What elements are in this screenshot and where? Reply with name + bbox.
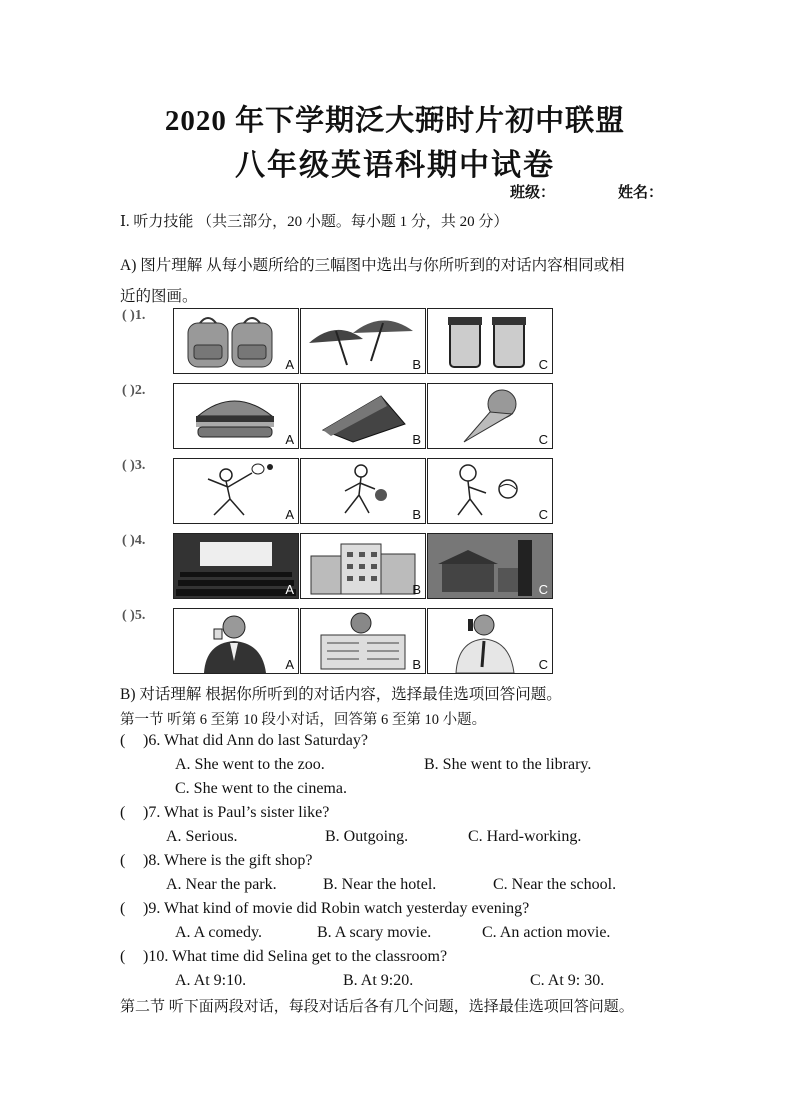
q5-option-b	[300, 608, 426, 674]
question-9-blank: (	[120, 900, 126, 917]
name-label: 姓名：	[618, 185, 664, 201]
q2-option-a	[173, 383, 299, 449]
title-line-1: 2020 年下学期泛大弼时片初中联盟	[164, 105, 626, 137]
part-b-instruction: B) 对话理解 根据你所听到的对话内容，选择最佳选项回答问题。	[120, 686, 562, 703]
part-a-instruction-line-1: A) 图片理解 从每小题所给的三幅图中选出与你所听到的对话内容相同或相	[120, 257, 625, 274]
q9-option-a: A. A comedy.	[175, 924, 262, 941]
bottles-icon	[428, 309, 552, 373]
question-4-pictures	[173, 533, 553, 599]
question-5-label: ( )5.	[122, 608, 146, 623]
part-a-instruction-line-2: 近的图画。	[120, 288, 198, 305]
q1-option-b	[300, 308, 426, 374]
subsection-1-title: 第一节 听第 6 至第 10 段小对话，回答第 6 至第 10 小题。	[120, 712, 487, 728]
q7-option-b: B. Outgoing.	[325, 828, 409, 845]
question-1-label: ( )1.	[122, 308, 146, 323]
question-10-blank: (	[120, 948, 126, 965]
q6-option-a: A. She went to the zoo.	[175, 756, 325, 773]
q3-option-a	[173, 458, 299, 524]
cake-slice-icon	[301, 384, 425, 448]
question-7-blank: (	[120, 804, 126, 821]
man-reading-newspaper-icon	[301, 609, 425, 673]
question-4-label: ( )4.	[122, 533, 146, 548]
q10-option-c: C. At 9: 30.	[530, 972, 605, 989]
q3-option-c	[427, 458, 553, 524]
backpacks-icon	[174, 309, 298, 373]
q5-option-a	[173, 608, 299, 674]
man-drinking-icon	[174, 609, 298, 673]
question-10-text: )10. What time did Selina get to the classroom?	[143, 948, 448, 965]
q2-letter-a: A	[285, 432, 294, 447]
title-line-2: 八年级英语科期中试卷	[235, 149, 555, 182]
question-3-pictures	[173, 458, 553, 524]
question-2-label: ( )2.	[122, 383, 146, 398]
q3-letter-c: C	[538, 507, 548, 522]
cinema-icon	[174, 534, 298, 598]
q9-option-c: C. An action movie.	[482, 924, 611, 941]
question-1-pictures	[173, 308, 553, 374]
question-5-pictures	[173, 608, 553, 674]
q7-option-c: C. Hard-working.	[468, 828, 582, 845]
section-1-title: Ⅰ. 听力技能 （共三部分，20 小题。每小题 1 分，共 20 分）	[120, 214, 509, 230]
q4-letter-a: A	[285, 582, 294, 597]
q1-letter-c: C	[538, 357, 548, 372]
question-3-label: ( )3.	[122, 458, 146, 473]
q3-letter-a: A	[285, 507, 294, 522]
question-6-text: )6. What did Ann do last Saturday?	[143, 732, 368, 749]
q4-option-a	[173, 533, 299, 599]
hamburger-icon	[174, 384, 298, 448]
q1-letter-b: B	[412, 357, 421, 372]
ice-cream-icon	[428, 384, 552, 448]
tennis-player-icon	[174, 459, 298, 523]
hospital-building-icon	[301, 534, 425, 598]
q7-option-a: A. Serious.	[166, 828, 238, 845]
question-2-pictures	[173, 383, 553, 449]
question-9-text: )9. What kind of movie did Robin watch yesterday evening?	[143, 900, 530, 917]
q2-option-b	[300, 383, 426, 449]
question-6-blank: (	[120, 732, 126, 749]
umbrellas-icon	[301, 309, 425, 373]
q3-option-b	[300, 458, 426, 524]
q5-letter-b: B	[412, 657, 421, 672]
q6-option-c: C. She went to the cinema.	[175, 780, 347, 797]
q9-option-b: B. A scary movie.	[317, 924, 432, 941]
q1-letter-a: A	[285, 357, 294, 372]
q4-option-b	[300, 533, 426, 599]
question-7-text: )7. What is Paul’s sister like?	[143, 804, 330, 821]
school-gate-icon	[428, 534, 552, 598]
volleyball-player-icon	[428, 459, 552, 523]
q2-letter-c: C	[538, 432, 548, 447]
q10-option-a: A. At 9:10.	[175, 972, 247, 989]
q5-option-c	[427, 608, 553, 674]
q1-option-a	[173, 308, 299, 374]
class-label: 班级：	[510, 185, 556, 201]
q2-letter-b: B	[412, 432, 421, 447]
q6-option-b: B. She went to the library.	[424, 756, 592, 773]
q2-option-c	[427, 383, 553, 449]
q4-letter-c: C	[538, 582, 548, 597]
q3-letter-b: B	[412, 507, 421, 522]
q1-option-c	[427, 308, 553, 374]
q5-letter-a: A	[285, 657, 294, 672]
q4-option-c	[427, 533, 553, 599]
basketball-player-icon	[301, 459, 425, 523]
man-on-phone-icon	[428, 609, 552, 673]
q8-option-c: C. Near the school.	[493, 876, 617, 893]
q8-option-a: A. Near the park.	[166, 876, 277, 893]
question-8-blank: (	[120, 852, 126, 869]
subsection-2-title: 第二节 听下面两段对话，每段对话后各有几个问题，选择最佳选项回答问题。	[120, 999, 634, 1015]
q8-option-b: B. Near the hotel.	[323, 876, 437, 893]
q4-letter-b: B	[412, 582, 421, 597]
question-8-text: )8. Where is the gift shop?	[143, 852, 313, 869]
q10-option-b: B. At 9:20.	[343, 972, 414, 989]
q5-letter-c: C	[538, 657, 548, 672]
